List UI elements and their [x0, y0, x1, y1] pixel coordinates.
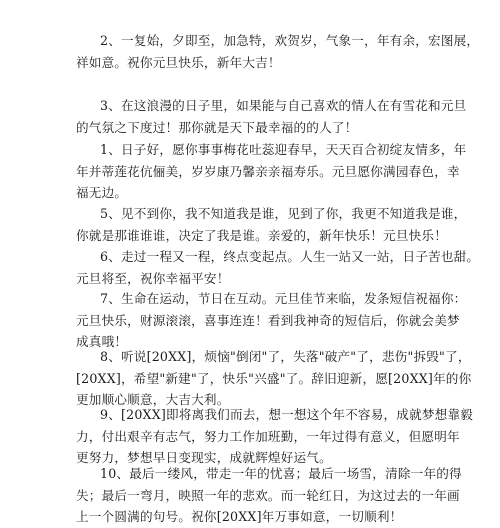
paragraph-line: 你就是那谁谁谁，决定了我是谁。亲爱的，新年快乐！元旦快乐！: [76, 227, 448, 243]
paragraph-line: 年并蒂莲花伉俪美，岁岁康乃馨亲亲福寿乐。元旦愿你满园春色，幸: [76, 163, 460, 179]
paragraph-line: 失；最后一弯月，映照一年的悲欢。而一轮红日，为这过去的一年画: [76, 487, 460, 503]
paragraph-line: 9、[20XX]即将离我们而去，想一想这个年不容易，成就梦想靠毅: [100, 407, 474, 422]
paragraph-line: 元旦快乐，财源滚滚，喜事连连！看到我神奇的短信后，你就会美梦: [76, 312, 460, 328]
paragraph-line: 7、生命在运动，节日在互动。元旦佳节来临，发条短信祝福你：: [100, 291, 467, 306]
paragraph-line: 10、最后一缕风，带走一年的忧喜；最后一场雪，清除一年的得: [100, 466, 462, 481]
paragraph-line: 福无边。: [76, 185, 128, 200]
paragraph-line: 2、一复始，夕即至，加急特，欢贺岁，气象一，年有余，宏图展，: [100, 33, 480, 48]
paragraph-line: 的气氛之下度过！那你就是天下最幸福的的人了！: [76, 119, 358, 135]
greeting-paragraph-6: [76, 246, 480, 289]
greeting-paragraph-7: [76, 288, 476, 353]
paragraph-line: 5、见不到你，我不知道我是谁，见到了你，我更不知道我是谁，: [100, 206, 467, 221]
paragraph-line: 更加顺心顺意，大吉大利。: [76, 392, 230, 407]
paragraph-line: 3、在这浪漫的日子里，如果能与自己喜欢的情人在有雪花和元旦: [100, 98, 467, 113]
greeting-paragraph-2: [76, 30, 480, 73]
paragraph-line: 祥如意。祝你元旦快乐，新年大吉！: [76, 54, 281, 70]
paragraph-line: 上一个圆满的句号。祝你[20XX]年万事如意，一切顺利！: [76, 509, 403, 524]
paragraph-line: 8、听说[20XX]，烦恼"倒闭"了，失落"破产"了，悲伤"拆毁"了，: [100, 349, 471, 364]
paragraph-line: 1、日子好，愿你事事梅花吐蕊迎春早，天天百合初绽友情多，年: [100, 142, 467, 157]
greeting-paragraph-5: [76, 203, 476, 246]
greeting-paragraph-10: [76, 463, 476, 528]
greeting-paragraph-8: [76, 346, 476, 411]
paragraph-line: [20XX]，希望"新建"了，快乐"兴盛"了。辞旧迎新，愿[20XX]年的你: [76, 370, 472, 386]
paragraph-line: 6、走过一程又一程，终点变起点。人生一站又一站，日子苦也甜。: [100, 249, 480, 264]
paragraph-line: 成真哦！: [76, 334, 128, 349]
paragraph-line: 更努力，梦想早日变现实，成就辉煌好运气。: [76, 450, 332, 465]
paragraph-line: 元旦将至，祝你幸福平安！: [76, 270, 230, 286]
greeting-paragraph-4: [76, 139, 476, 204]
greeting-paragraph-3: [76, 95, 476, 138]
paragraph-line: 力，付出艰辛有志气，努力工作加班勤，一年过得有意义，但愿明年: [76, 428, 460, 444]
greeting-paragraph-9: [76, 404, 476, 469]
